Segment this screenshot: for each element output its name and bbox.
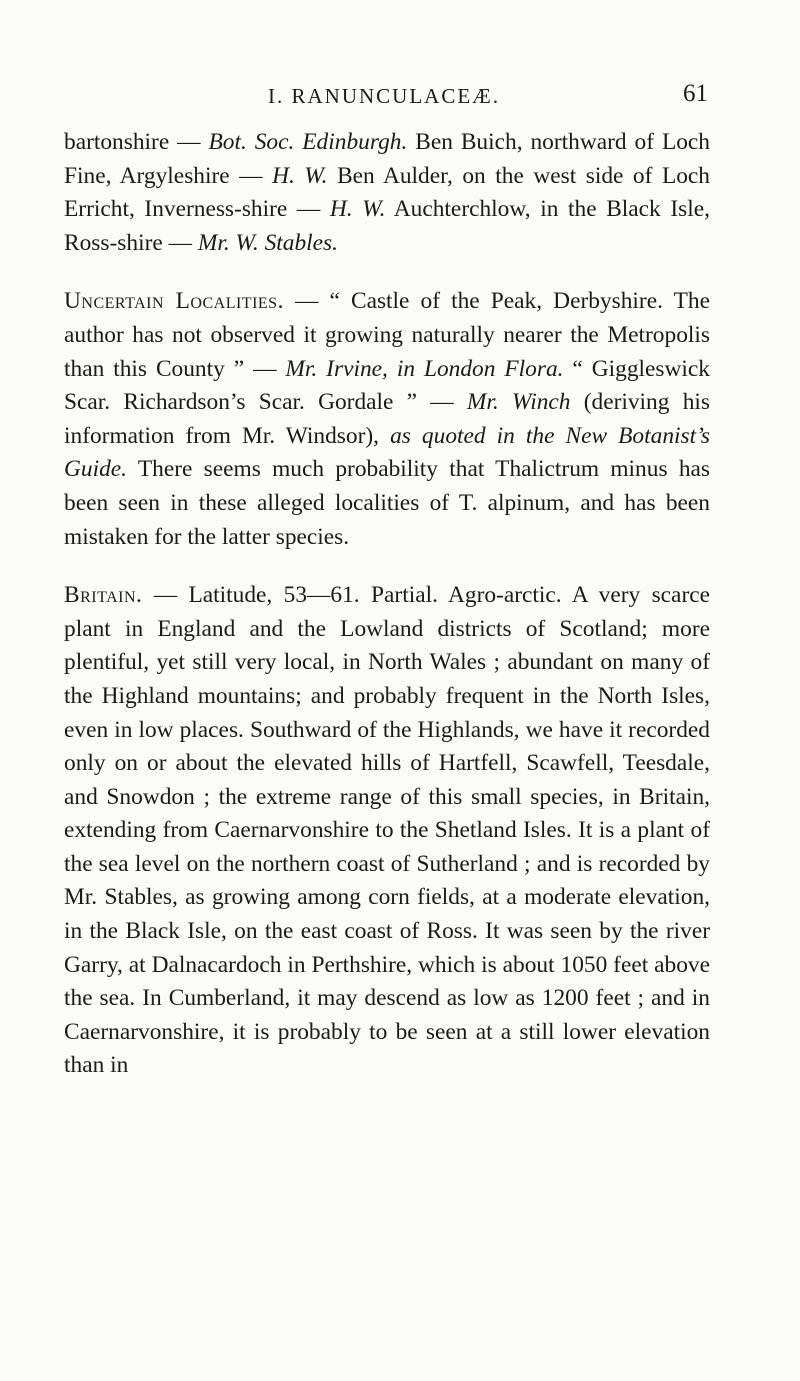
- page-number: 61: [683, 80, 708, 107]
- body-text: [64, 126, 710, 1083]
- text-run: Auchterchlow, in the Black Isle, Ross-shire —: [64, 196, 710, 256]
- italic-citation: as quoted in the New Botanist’s Guide.: [64, 422, 710, 483]
- italic-citation: Mr. Winch: [466, 389, 571, 416]
- italic-citation: Mr. Irvine, in London Flora.: [285, 355, 564, 382]
- text-run: bartonshire —: [64, 129, 209, 155]
- paragraph-gap: [64, 260, 710, 285]
- italic-citation: Mr. W. Stables.: [197, 229, 338, 256]
- text-run: There seems much probability that Thalictrum minus has been seen in these alleged localities of T. alpinum, and has been mistaken for the latter species.: [64, 456, 710, 550]
- paragraph-gap: [64, 554, 710, 579]
- running-head: I. RANUNCULACEÆ.: [268, 84, 501, 108]
- text-run: Ben Aulder, on the west side of Loch Erricht, Inverness-shire —: [64, 162, 710, 223]
- section-heading: Uncertain Localities.: [64, 288, 284, 315]
- text-run: (deriving his information from Mr. Windsor),: [64, 389, 710, 449]
- section-heading: Britain.: [64, 582, 143, 609]
- paragraph-localities-continued: [64, 126, 710, 260]
- page-header: [0, 78, 800, 118]
- text-run: — “ Castle of the Peak, Derbyshire. The author has not observed it growing naturally nearer the Metropolis than this County ” —: [64, 288, 710, 382]
- italic-citation: Bot. Soc. Edinburgh.: [208, 129, 408, 155]
- text-run: Ben Buich, northward of Loch Fine, Argyleshire —: [64, 129, 711, 189]
- text-run: — Latitude, 53—61. Partial. Agro-arctic. A very scarce plant in England and the Lowland districts of Scotland; more plentiful, yet still very local, in North Wales ; abundant on many of the Highland mountains; and probably frequent in the North Isles, even in low places. Southward of the Highlands, we have it recorded only on or about the elevated hills of Hartfell, Scawfell, Teesdale, and Snowdon ; the extreme range of this small species, in Britain, extending from Caernarvonshire to the Shetland Isles. It is a plant of the sea level on the northern coast of Sutherland ; and is recorded by Mr. Stables, as growing among corn fields, at a moderate elevation, in the Black Isle, on the east coast of Ross. It was seen by the river Garry, at Dalnacardoch in Perthshire, which is about 1050 feet above the sea. In Cumberland, it may descend as low as 1200 feet ; and in Caernarvonshire, it is probably to be seen at a still lower elevation than in: [64, 582, 710, 1079]
- paragraph-britain: [64, 579, 710, 1083]
- text-run: “ Giggleswick Scar. Richardson’s Scar. Gordale ” —: [64, 355, 710, 416]
- italic-citation: H. W.: [329, 196, 386, 223]
- paragraph-uncertain-localities: [64, 285, 710, 554]
- italic-citation: H. W.: [272, 162, 328, 189]
